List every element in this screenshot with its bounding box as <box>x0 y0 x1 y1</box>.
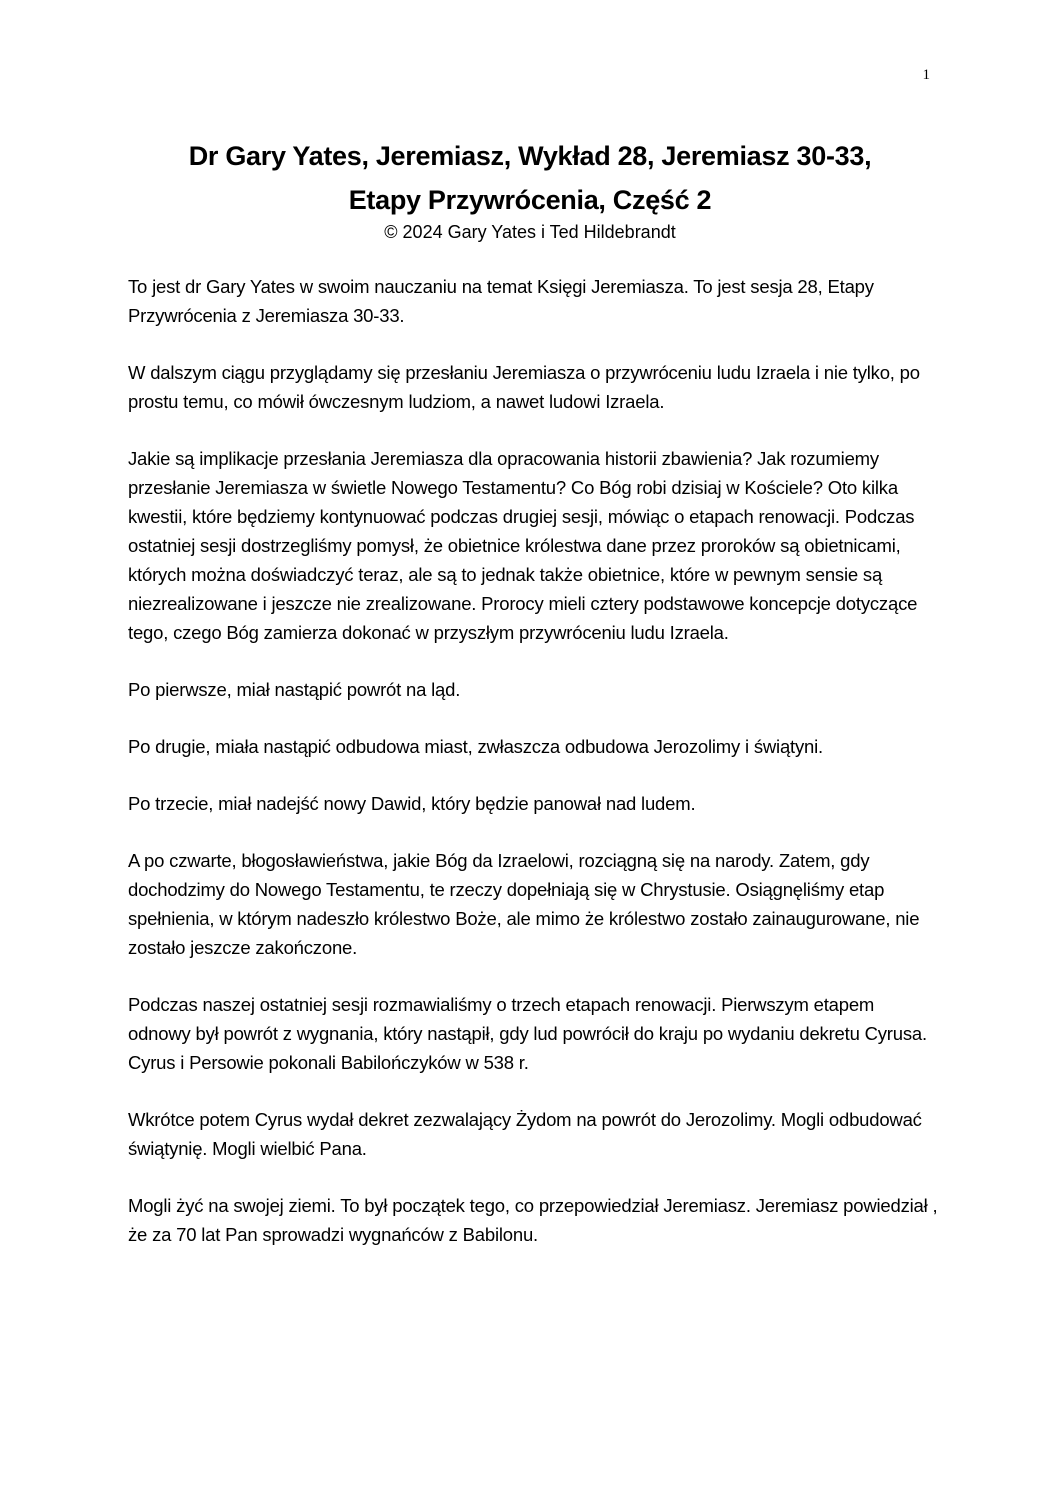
paragraph: To jest dr Gary Yates w swoim nauczaniu na temat Księgi Jeremiasza. To jest sesja 28, Etapy Przywrócenia z Jeremiasza 30-33. <box>128 276 874 326</box>
paragraph: Po drugie, miała nastąpić odbudowa miast, zwłaszcza odbudowa Jerozolimy i świątyni. <box>128 736 823 757</box>
title-line-2: Etapy Przywrócenia, Część 2 <box>348 185 712 215</box>
paragraph: Podczas naszej ostatniej sesji rozmawialiśmy o trzech etapach renowacji. Pierwszym etapem odnowy był powrót z wygnania, który nastąpił, gdy lud powrócił do kraju po wydaniu dekretu Cyrusa. Cyrus i Persowie pokonali Babilończyków w 538 r. <box>128 994 927 1073</box>
title-line-1: Dr Gary Yates, Jeremiasz, Wykład 28, Jeremiasz 30-33, <box>188 141 872 171</box>
body-text <box>128 272 940 1277</box>
paragraph: Jakie są implikacje przesłania Jeremiasza dla opracowania historii zbawienia? Jak rozumiemy przesłanie Jeremiasza w świetle Nowego Testamentu? Co Bóg robi dzisiaj w Kościele? Oto kilka kwestii, które będziemy kontynuować podczas drugiej sesji, mówiąc o etapach renowacji. Podczas ostatniej sesji dostrzegliśmy pomysł, że obietnice królestwa dane przez proroków są obietnicami, których można doświadczyć teraz, ale są to jednak także obietnice, które w pewnym sensie są niezrealizowane i jeszcze nie zrealizowane. Prorocy mieli cztery podstawowe koncepcje dotyczące tego, czego Bóg zamierza dokonać w przyszłym przywróceniu ludu Izraela. <box>128 448 918 643</box>
document-title <box>100 134 960 222</box>
paragraph: Po trzecie, miał nadejść nowy Dawid, który będzie panował nad ludem. <box>128 793 696 814</box>
page-number: 1 <box>922 67 930 83</box>
paragraph: Po pierwsze, miał nastąpić powrót na ląd. <box>128 679 461 700</box>
paragraph: Mogli żyć na swojej ziemi. To był początek tego, co przepowiedział Jeremiasz. Jeremiasz powiedział , że za 70 lat Pan sprowadzi wygnańców z Babilonu. <box>128 1195 938 1245</box>
paragraph: W dalszym ciągu przyglądamy się przesłaniu Jeremiasza o przywróceniu ludu Izraela i nie tylko, po prostu temu, co mówił ówczesnym ludziom, a nawet ludowi Izraela. <box>128 362 920 412</box>
copyright-notice: © 2024 Gary Yates i Ted Hildebrandt <box>384 222 676 242</box>
paragraph: A po czwarte, błogosławieństwa, jakie Bóg da Izraelowi, rozciągną się na narody. Zatem, gdy dochodzimy do Nowego Testamentu, te rzeczy dopełniają się w Chrystusie. Osiągnęliśmy etap spełnienia, w którym nadeszło królestwo Boże, ale mimo że królestwo zostało zainaugurowane, nie zostało jeszcze zakończone. <box>128 850 920 958</box>
paragraph: Wkrótce potem Cyrus wydał dekret zezwalający Żydom na powrót do Jerozolimy. Mogli odbudować świątynię. Mogli wielbić Pana. <box>128 1109 922 1159</box>
